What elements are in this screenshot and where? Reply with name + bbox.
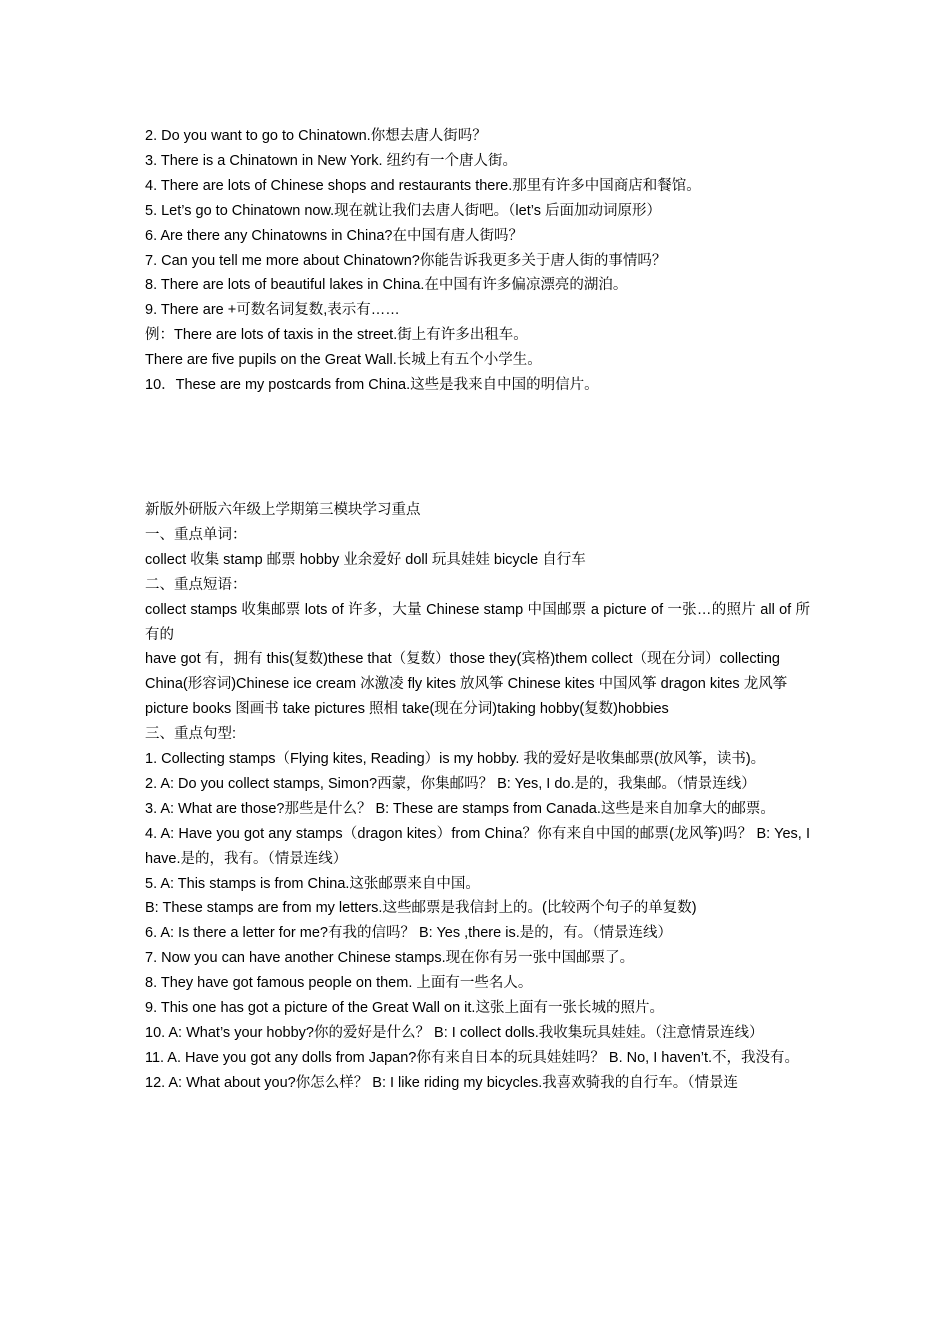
sentence-line: 5. Let’s go to Chinatown now.现在就让我们去唐人街吧。（let’s 后面加动词原形） (145, 202, 661, 219)
sentence-line: 8. There are lots of beautiful lakes in China.在中国有许多偏凉漂亮的湖泊。 (145, 277, 628, 294)
key-sentence: 1. Collecting stamps（Flying kites, Reading）is my hobby. 我的爱好是收集邮票(放风筝，读书)。 (145, 751, 766, 768)
phrase-line: picture books 图画书 take pictures 照相 take(现在分词)taking hobby(复数)hobbies (145, 701, 669, 718)
key-sentence: 10. A: What’s your hobby?你的爱好是什么？ B: I collect dolls.我收集玩具娃娃。（注意情景连线） (145, 1025, 764, 1041)
sentence-line: 6. Are there any Chinatowns in China?在中国有唐人街吗？ (145, 227, 523, 244)
key-sentence: B: These stamps are from my letters.这些邮票是我信封上的。(比较两个句子的单复数) (145, 900, 697, 917)
words-heading: 一、重点单词： (145, 526, 247, 543)
chinatown-sentences (145, 124, 810, 398)
phrase-line: China(形容词)Chinese ice cream 冰激凌 fly kites 放风筝 Chinese kites 中国风筝 dragon kites 龙风筝 (145, 676, 788, 693)
words-list: collect 收集 stamp 邮票 hobby 业余爱好 doll 玩具娃娃 bicycle 自行车 (145, 551, 586, 568)
module3-section (145, 498, 810, 1096)
key-sentence: 11. A. Have you got any dolls from Japan?你有来自日本的玩具娃娃吗？ B. No, I haven’t.不，我没有。 (145, 1049, 800, 1066)
phrases-heading: 二、重点短语： (145, 576, 247, 593)
sentence-line: 9. There are +可数名词复数,表示有…… (145, 302, 400, 319)
phrase-line: collect stamps 收集邮票 lots of 许多，大量 Chinese stamp 中国邮票 a picture of 一张…的照片 all of 所有的 (145, 601, 810, 643)
key-sentence: 12. A: What about you?你怎么样？ B: I like riding my bicycles.我喜欢骑我的自行车。（情景连 (145, 1074, 739, 1091)
sentence-line: 7. Can you tell me more about Chinatown?你能告诉我更多关于唐人街的事情吗？ (145, 252, 667, 269)
key-sentence: 3. A: What are those?那些是什么？ B: These are stamps from Canada.这些是来自加拿大的邮票。 (145, 800, 775, 817)
key-sentence: 5. A: This stamps is from China.这张邮票来自中国。 (145, 875, 480, 892)
phrase-line: have got 有，拥有 this(复数)these that（复数）those they(宾格)them collect（现在分词）collecting (145, 651, 780, 668)
document-page (145, 124, 810, 1096)
sentence-line: 10．These are my postcards from China.这些是我来自中国的明信片。 (145, 377, 599, 394)
sentence-line: 例：There are lots of taxis in the street.街上有许多出租车。 (145, 327, 528, 344)
key-sentence: 6. A: Is there a letter for me?有我的信吗？ B: Yes ,there is.是的，有。（情景连线） (145, 925, 672, 942)
sentence-line: 2. Do you want to go to Chinatown.你想去唐人街吗？ (145, 128, 487, 144)
sentence-line: 4. There are lots of Chinese shops and restaurants there.那里有许多中国商店和餐馆。 (145, 177, 701, 194)
sentences-heading: 三、重点句型: (145, 726, 237, 743)
sentence-line: There are five pupils on the Great Wall.长城上有五个小学生。 (145, 352, 542, 369)
key-sentence: 7. Now you can have another Chinese stamps.现在你有另一张中国邮票了。 (145, 950, 635, 967)
section-gap (145, 398, 810, 498)
sentence-line: 3. There is a Chinatown in New York. 纽约有一个唐人街。 (145, 152, 518, 169)
key-sentence: 8. They have got famous people on them. 上面有一些名人。 (145, 975, 533, 992)
section-title: 新版外研版六年级上学期第三模块学习重点 (145, 501, 421, 518)
key-sentence: 9. This one has got a picture of the Great Wall on it.这张上面有一张长城的照片。 (145, 1000, 664, 1017)
key-sentence: 4. A: Have you got any stamps（dragon kites）from China？你有来自中国的邮票(龙风筝)吗？ B: Yes, I have.是的，我有。（情景连线） (145, 825, 810, 867)
key-sentence: 2. A: Do you collect stamps, Simon?西蒙，你集邮吗？ B: Yes, I do.是的，我集邮。（情景连线） (145, 775, 756, 792)
